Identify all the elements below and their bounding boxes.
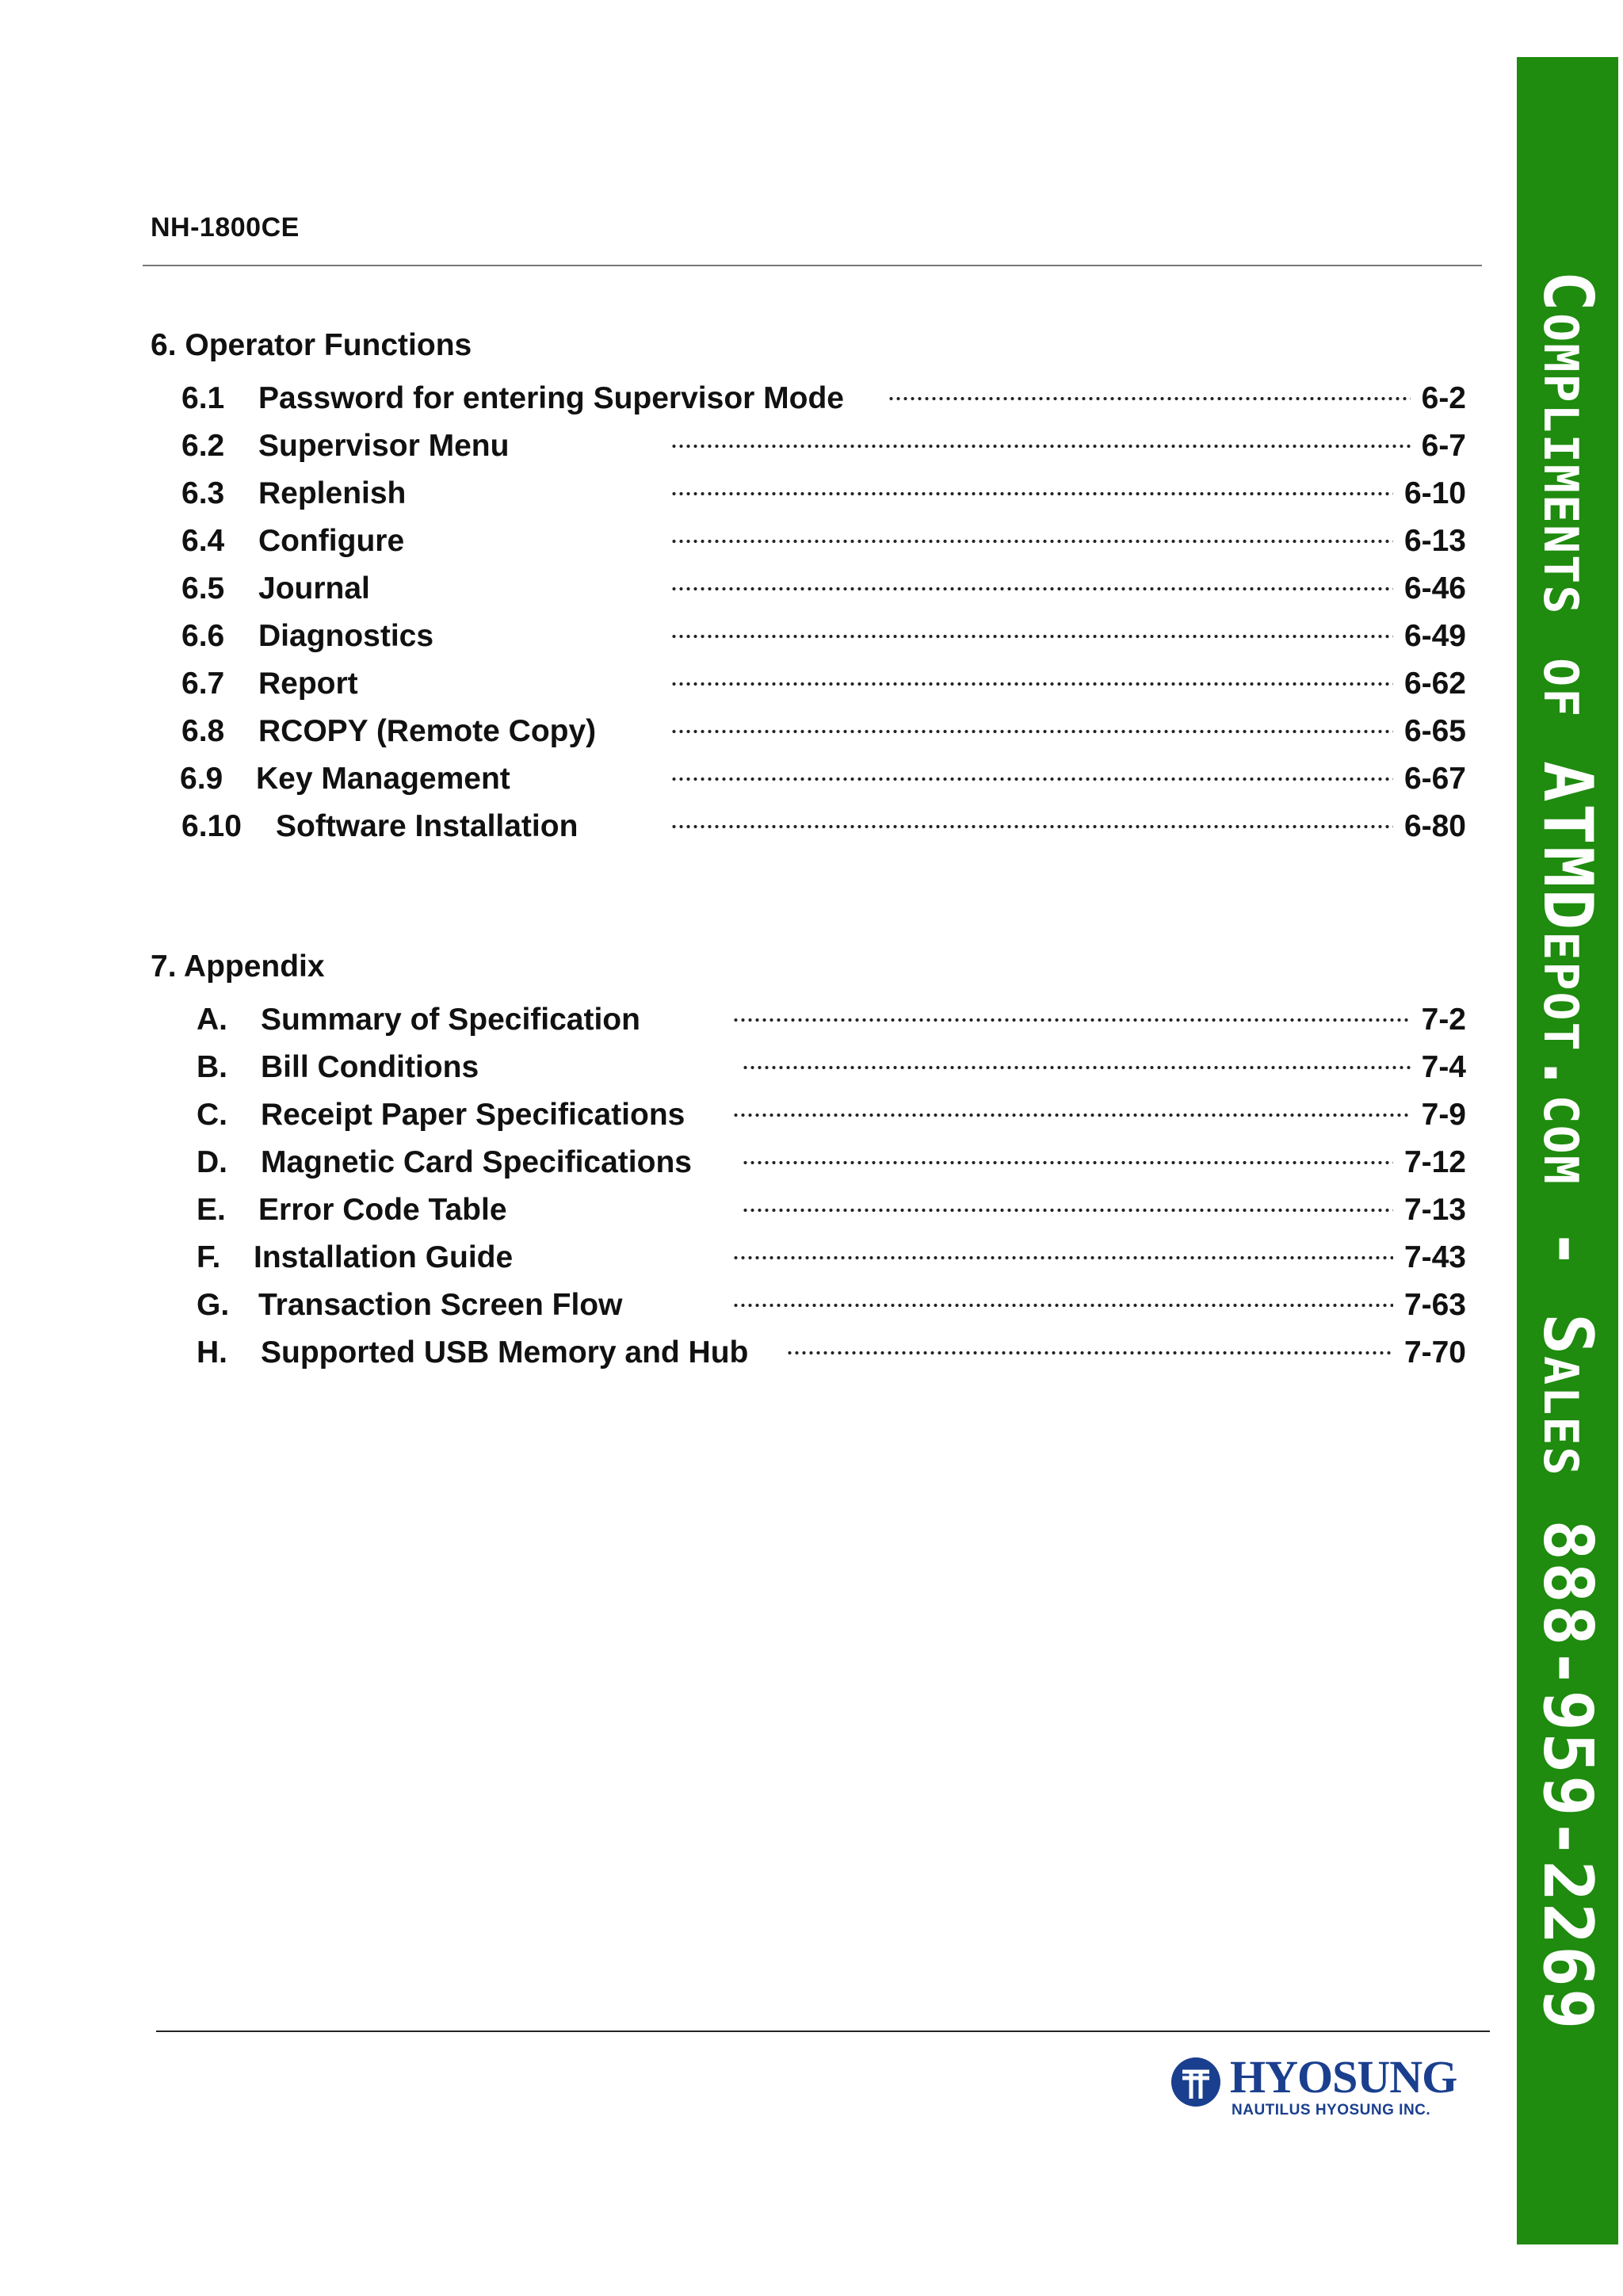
- logo-subtitle: NAUTILUS HYOSUNG INC.: [1232, 2102, 1431, 2118]
- section-7-title: 7. Appendix: [151, 949, 325, 984]
- toc-row[interactable]: [0, 1139, 1474, 1186]
- toc-label: RCOPY (Remote Copy): [258, 714, 597, 748]
- toc-number: 6.7: [181, 667, 225, 701]
- toc-label: Password for entering Supervisor Mode: [258, 381, 844, 415]
- toc-number: C.: [197, 1098, 227, 1132]
- toc-row[interactable]: [0, 1234, 1474, 1282]
- section-6-title: 6. Operator Functions: [151, 328, 472, 362]
- toc-number: 6.10: [181, 809, 242, 843]
- hyosung-logo: [1170, 2051, 1455, 2122]
- toc-label: Software Installation: [276, 809, 579, 843]
- toc-label: Configure: [258, 524, 405, 558]
- toc-number: D.: [197, 1145, 227, 1179]
- logo-wordmark: HYOSUNG: [1230, 2051, 1457, 2103]
- toc-page: 6-2: [1421, 381, 1466, 415]
- toc-row[interactable]: [0, 708, 1474, 755]
- toc-leader-dots: [732, 1018, 1411, 1022]
- toc-row[interactable]: [0, 375, 1474, 422]
- toc-row[interactable]: [0, 470, 1474, 518]
- toc-number: 6.2: [181, 429, 225, 463]
- toc-number: A.: [197, 1003, 227, 1037]
- toc-number: 6.3: [181, 476, 225, 510]
- toc-leader-dots: [670, 539, 1393, 544]
- side-banner: [1517, 57, 1618, 2244]
- header-divider: [143, 265, 1482, 266]
- side-banner-text: Compliments of ATMDepot.com - Sales 888-959-2269: [1528, 270, 1607, 2031]
- toc-page: 7-9: [1421, 1098, 1466, 1132]
- toc-leader-dots: [732, 1113, 1411, 1117]
- toc-page: 6-7: [1421, 429, 1466, 463]
- toc-page: 6-80: [1403, 809, 1466, 843]
- header-title: NH-1800CE: [151, 212, 300, 243]
- toc-label: Error Code Table: [258, 1193, 507, 1227]
- toc-number: F.: [197, 1240, 221, 1274]
- toc-number: E.: [197, 1193, 226, 1227]
- toc-row[interactable]: [0, 1282, 1474, 1329]
- toc-row[interactable]: [0, 660, 1474, 708]
- toc-label: Supported USB Memory and Hub: [261, 1335, 749, 1370]
- toc-row[interactable]: [0, 755, 1474, 803]
- toc-leader-dots: [670, 586, 1393, 591]
- toc-number: 6.5: [181, 571, 225, 606]
- toc-page: 7-43: [1403, 1240, 1466, 1274]
- toc-page: 7-63: [1403, 1288, 1466, 1322]
- toc-number: B.: [197, 1050, 227, 1084]
- toc-row[interactable]: [0, 1091, 1474, 1139]
- toc-row[interactable]: [0, 613, 1474, 660]
- toc-page: 7-13: [1403, 1193, 1466, 1227]
- toc-row[interactable]: [0, 422, 1474, 470]
- toc-leader-dots: [888, 396, 1411, 401]
- toc-label: Report: [258, 667, 358, 701]
- toc-page: 7-4: [1421, 1050, 1466, 1084]
- toc-leader-dots: [732, 1303, 1393, 1308]
- toc-label: Supervisor Menu: [258, 429, 510, 463]
- toc-number: G.: [197, 1288, 230, 1322]
- toc-leader-dots: [742, 1065, 1411, 1070]
- toc-number: 6.4: [181, 524, 225, 558]
- toc-label: Transaction Screen Flow: [258, 1288, 623, 1322]
- toc-page: 7-12: [1403, 1145, 1466, 1179]
- toc-label: Bill Conditions: [261, 1050, 479, 1084]
- toc-number: 6.9: [180, 762, 223, 796]
- toc-row[interactable]: [0, 996, 1474, 1044]
- toc-page: 6-10: [1403, 476, 1466, 510]
- toc-page: 6-67: [1403, 762, 1466, 796]
- toc-page: 7-2: [1421, 1003, 1466, 1037]
- toc-row[interactable]: [0, 803, 1474, 850]
- toc-number: H.: [197, 1335, 227, 1370]
- toc-row[interactable]: [0, 565, 1474, 613]
- toc-leader-dots: [670, 634, 1393, 639]
- toc-leader-dots: [786, 1350, 1393, 1355]
- toc-row[interactable]: [0, 1329, 1474, 1377]
- toc-leader-dots: [670, 444, 1411, 449]
- toc-label: Key Management: [256, 762, 510, 796]
- toc-label: Receipt Paper Specifications: [261, 1098, 685, 1132]
- toc-label: Installation Guide: [254, 1240, 514, 1274]
- toc-page: 6-62: [1403, 667, 1466, 701]
- toc-leader-dots: [742, 1160, 1393, 1165]
- toc-label: Journal: [258, 571, 370, 606]
- toc-label: Summary of Specification: [261, 1003, 640, 1037]
- toc-leader-dots: [670, 491, 1393, 496]
- toc-number: 6.8: [181, 714, 225, 748]
- toc-leader-dots: [732, 1255, 1393, 1260]
- toc-leader-dots: [742, 1208, 1393, 1213]
- toc-number: 6.6: [181, 619, 225, 653]
- toc-leader-dots: [670, 729, 1393, 734]
- toc-row[interactable]: [0, 518, 1474, 565]
- footer-divider: [156, 2030, 1490, 2032]
- toc-page: 7-70: [1403, 1335, 1466, 1370]
- toc-page: 6-46: [1403, 571, 1466, 606]
- toc-label: Replenish: [258, 476, 407, 510]
- toc-page: 6-13: [1403, 524, 1466, 558]
- toc-row[interactable]: [0, 1044, 1474, 1091]
- toc-leader-dots: [670, 682, 1393, 686]
- toc-leader-dots: [670, 777, 1393, 781]
- toc-page: 6-65: [1403, 714, 1466, 748]
- hyosung-emblem-icon: [1170, 2056, 1222, 2108]
- toc-row[interactable]: [0, 1186, 1474, 1234]
- toc-label: Magnetic Card Specifications: [261, 1145, 692, 1179]
- toc-label: Diagnostics: [258, 619, 434, 653]
- toc-page: 6-49: [1403, 619, 1466, 653]
- toc-leader-dots: [670, 824, 1393, 829]
- toc-number: 6.1: [181, 381, 225, 415]
